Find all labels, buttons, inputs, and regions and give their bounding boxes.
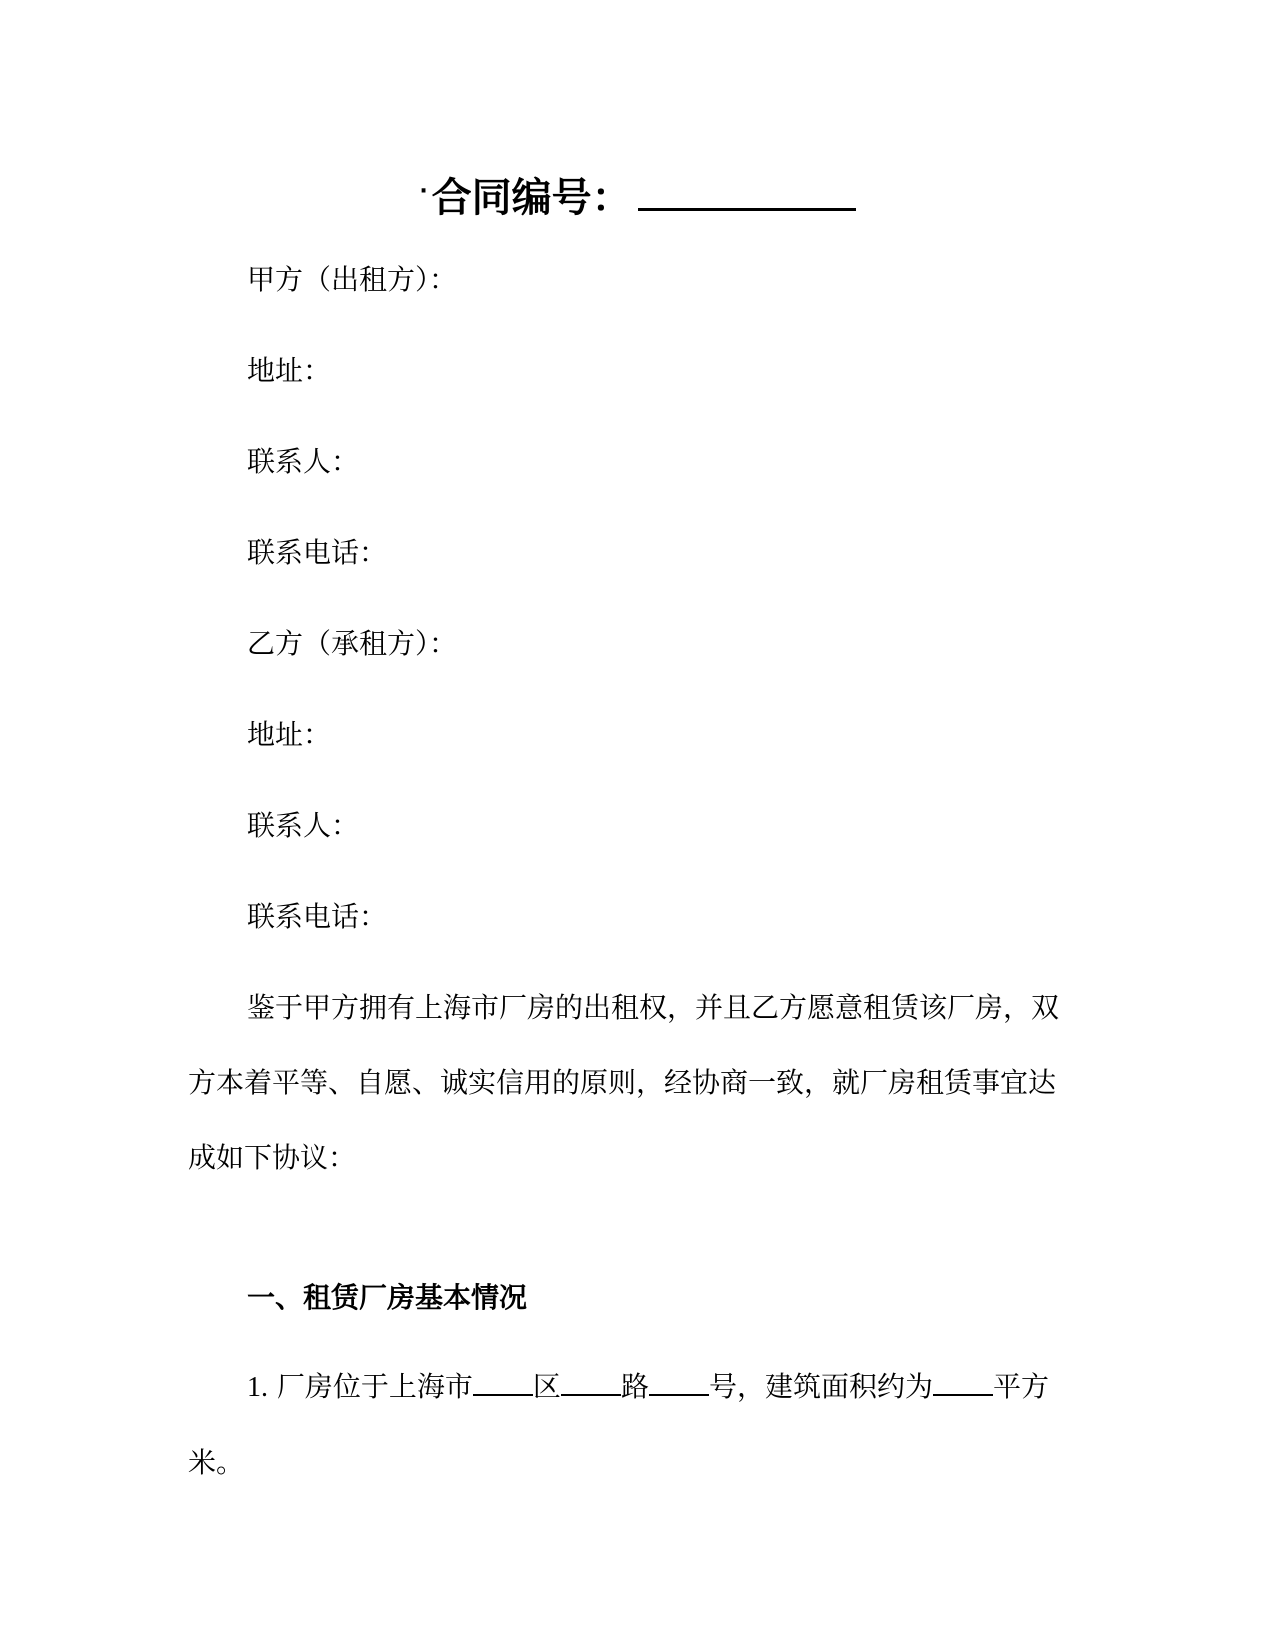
clause1-part4: 号，建筑面积约为 bbox=[708, 1370, 933, 1403]
party-b-label: 乙方（承租方）： bbox=[247, 627, 458, 660]
party-a-address-label: 地址： bbox=[247, 354, 332, 387]
section1-heading: 一、租赁厂房基本情况 bbox=[247, 1281, 528, 1314]
title-mark: · bbox=[419, 179, 428, 204]
contract-number-title bbox=[0, 168, 1275, 224]
road-blank bbox=[561, 1366, 621, 1396]
party-b-contact-label: 联系人： bbox=[247, 809, 360, 842]
clause1-part2: 区 bbox=[532, 1370, 561, 1403]
district-blank bbox=[473, 1366, 533, 1396]
party-b-phone-label: 联系电话： bbox=[247, 900, 388, 933]
party-b-address-label: 地址： bbox=[247, 718, 332, 751]
party-a-label: 甲方（出租方）： bbox=[247, 263, 458, 296]
party-a-phone-label: 联系电话： bbox=[247, 536, 388, 569]
section1-clause1 bbox=[188, 1349, 1068, 1500]
contract-number-label: 合同编号： bbox=[431, 175, 632, 221]
contract-number-blank bbox=[638, 168, 856, 211]
area-blank bbox=[933, 1366, 993, 1396]
clause1-part1: 厂房位于上海市 bbox=[276, 1370, 473, 1403]
number-blank bbox=[649, 1366, 709, 1396]
clause1-part5: 平方米。 bbox=[188, 1370, 1049, 1479]
clause1-number: 1. bbox=[247, 1372, 268, 1403]
preamble-paragraph: 鉴于甲方拥有上海市厂房的出租权，并且乙方愿意租赁该厂房，双方本着平等、自愿、诚实信用的原则，经协商一致，就厂房租赁事宜达成如下协议： bbox=[188, 991, 1060, 1174]
clause1-part3: 路 bbox=[620, 1370, 649, 1403]
party-a-contact-label: 联系人： bbox=[247, 445, 360, 478]
